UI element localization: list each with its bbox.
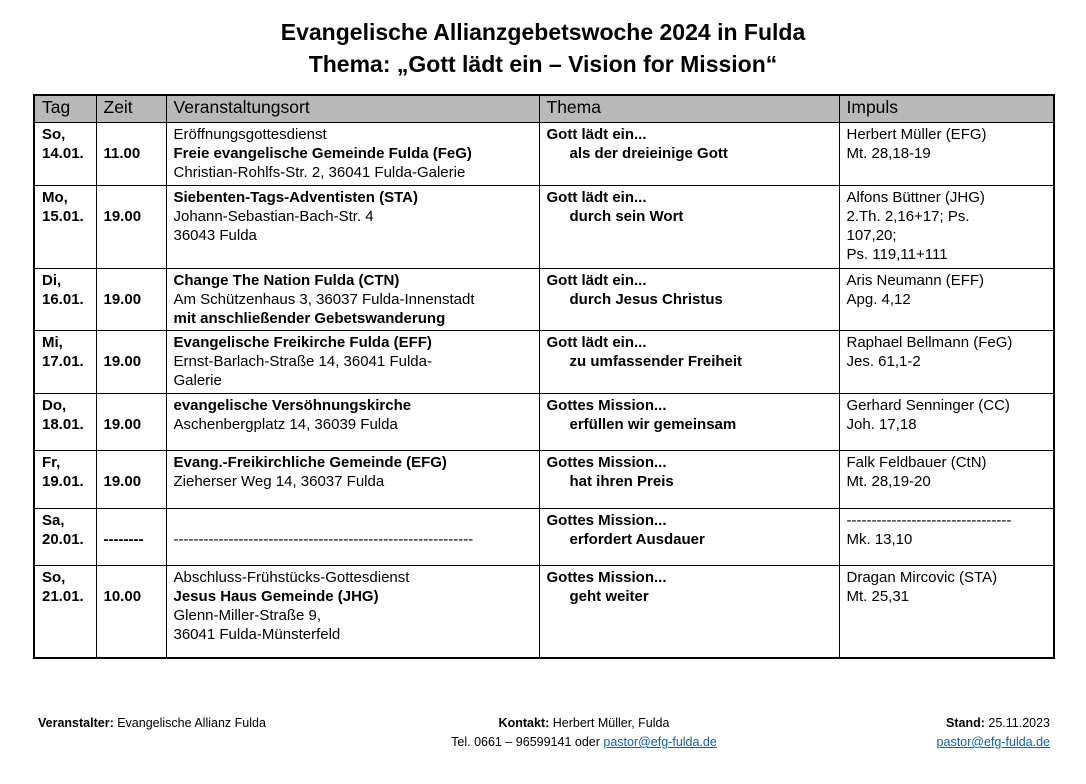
venue-cell	[166, 509, 539, 566]
impuls-cell	[839, 331, 1054, 394]
venue-line: Am Schützenhaus 3, 36037 Fulda-Innenstadt	[173, 291, 475, 308]
day-cell	[34, 451, 96, 509]
venue-line: Evang.-Freikirchliche Gemeinde (EFG)	[173, 454, 447, 471]
theme-cell	[539, 394, 839, 451]
venue-cell	[166, 331, 539, 394]
kontakt-line	[338, 714, 830, 733]
footer	[0, 714, 1086, 752]
time-value: 11.00	[103, 145, 141, 162]
day-cell	[34, 394, 96, 451]
theme-line2: als der dreieinige Gott	[569, 145, 728, 162]
impuls-cell	[839, 269, 1054, 331]
column-header-zeit: Zeit	[96, 95, 166, 123]
impuls-cell	[839, 123, 1054, 186]
time-cell	[96, 451, 166, 509]
day-date: 20.01.	[42, 531, 84, 548]
day-name: Do,	[42, 397, 67, 414]
venue-line: Evangelische Freikirche Fulda (EFF)	[173, 334, 432, 351]
impuls-line: Mt. 28,18-19	[846, 145, 931, 162]
header-row	[34, 95, 1054, 123]
venue-line: evangelische Versöhnungskirche	[173, 397, 412, 414]
venue-line: Christian-Rohlfs-Str. 2, 36041 Fulda-Galerie	[173, 164, 466, 181]
stand-line	[830, 714, 1050, 733]
impuls-line: 2.Th. 2,16+17; Ps.	[846, 208, 970, 225]
venue-cell	[166, 451, 539, 509]
schedule-table	[33, 94, 1055, 659]
venue-line: Johann-Sebastian-Bach-Str. 4	[173, 208, 374, 225]
day-cell	[34, 186, 96, 269]
day-date: 21.01.	[42, 588, 84, 605]
day-name: Fr,	[42, 454, 61, 471]
venue-line: Aschenbergplatz 14, 36039 Fulda	[173, 416, 398, 433]
theme-line2: zu umfassender Freiheit	[569, 353, 743, 370]
venue-line: Change The Nation Fulda (CTN)	[173, 272, 400, 289]
impuls-line: Mt. 25,31	[846, 588, 910, 605]
day-name: So,	[42, 569, 66, 586]
theme-cell	[539, 123, 839, 186]
day-name: So,	[42, 126, 66, 143]
tel-text: Tel. 0661 – 96599141 oder	[451, 735, 604, 749]
column-header-impuls: Impuls	[839, 95, 1054, 123]
footer-veranstalter	[38, 714, 338, 733]
theme-line1: Gott lädt ein...	[546, 189, 647, 206]
day-cell	[34, 509, 96, 566]
impuls-cell	[839, 451, 1054, 509]
footer-stand	[830, 714, 1050, 752]
time-cell	[96, 123, 166, 186]
venue-line: Galerie	[173, 372, 222, 389]
theme-line1: Gott lädt ein...	[546, 272, 647, 289]
kontakt-email-link[interactable]: pastor@efg-fulda.de	[603, 735, 717, 749]
theme-line2: erfordert Ausdauer	[569, 531, 705, 548]
impuls-line: Mt. 28,19-20	[846, 473, 931, 490]
title-line2: Thema: „Gott lädt ein – Vision for Mission“	[308, 51, 778, 77]
stand-email-link[interactable]: pastor@efg-fulda.de	[936, 735, 1050, 749]
footer-kontakt	[338, 714, 830, 752]
day-cell	[34, 123, 96, 186]
impuls-line: Apg. 4,12	[846, 291, 911, 308]
venue-line: Eröffnungsgottesdienst	[173, 126, 327, 143]
stand-value: 25.11.2023	[984, 716, 1050, 730]
venue-line: Abschluss-Frühstücks-Gottesdienst	[173, 569, 410, 586]
column-header-veranstaltungsort: Veranstaltungsort	[166, 95, 539, 123]
table-row	[34, 123, 1054, 186]
venue-cell	[166, 123, 539, 186]
impuls-line: ---------------------------------	[846, 512, 1012, 529]
day-name: Sa,	[42, 512, 65, 529]
day-cell	[34, 269, 96, 331]
day-name: Di,	[42, 272, 62, 289]
venue-line: mit anschließender Gebetswanderung	[173, 310, 446, 327]
theme-cell	[539, 186, 839, 269]
venue-line: Glenn-Miller-Straße 9,	[173, 607, 322, 624]
time-cell	[96, 186, 166, 269]
theme-line1: Gottes Mission...	[546, 512, 667, 529]
veranstalter-value: Evangelische Allianz Fulda	[113, 716, 266, 730]
table-row	[34, 331, 1054, 394]
table-row	[34, 566, 1054, 658]
page-title	[0, 16, 1086, 80]
kontakt-label: Kontakt:	[498, 716, 550, 730]
theme-cell	[539, 269, 839, 331]
title-line1: Evangelische Allianzgebetswoche 2024 in Fulda	[280, 19, 806, 45]
kontakt-tel-line	[338, 733, 830, 752]
day-date: 16.01.	[42, 291, 84, 308]
venue-line: Ernst-Barlach-Straße 14, 36041 Fulda-	[173, 353, 432, 370]
theme-cell	[539, 331, 839, 394]
impuls-line: Joh. 17,18	[846, 416, 917, 433]
venue-cell	[166, 186, 539, 269]
venue-line: Zieherser Weg 14, 36037 Fulda	[173, 473, 385, 490]
impuls-cell	[839, 186, 1054, 269]
table-row	[34, 269, 1054, 331]
time-value: --------	[103, 531, 144, 548]
theme-cell	[539, 509, 839, 566]
table-row	[34, 509, 1054, 566]
time-cell	[96, 269, 166, 331]
time-value: 19.00	[103, 416, 142, 433]
impuls-line: Mk. 13,10	[846, 531, 913, 548]
theme-cell	[539, 566, 839, 658]
day-cell	[34, 566, 96, 658]
impuls-line: Alfons Büttner (JHG)	[846, 189, 985, 206]
veranstalter-label: Veranstalter:	[38, 716, 114, 730]
time-value: 10.00	[103, 588, 142, 605]
theme-line2: hat ihren Preis	[569, 473, 674, 490]
venue-line: Siebenten-Tags-Adventisten (STA)	[173, 189, 418, 206]
theme-line2: erfüllen wir gemeinsam	[569, 416, 737, 433]
time-value: 19.00	[103, 353, 142, 370]
impuls-line: Herbert Müller (EFG)	[846, 126, 987, 143]
stand-label: Stand:	[946, 716, 985, 730]
day-cell	[34, 331, 96, 394]
time-cell	[96, 566, 166, 658]
theme-line1: Gottes Mission...	[546, 569, 667, 586]
time-cell	[96, 509, 166, 566]
kontakt-value: Herbert Müller, Fulda	[549, 716, 670, 730]
impuls-cell	[839, 566, 1054, 658]
time-cell	[96, 394, 166, 451]
impuls-line: Aris Neumann (EFF)	[846, 272, 985, 289]
day-name: Mo,	[42, 189, 68, 206]
venue-line: 36043 Fulda	[173, 227, 257, 244]
impuls-line: 107,20;	[846, 227, 897, 244]
table-row	[34, 394, 1054, 451]
venue-line: 36041 Fulda-Münsterfeld	[173, 626, 341, 643]
theme-line1: Gottes Mission...	[546, 397, 667, 414]
day-date: 19.01.	[42, 473, 84, 490]
theme-line2: geht weiter	[569, 588, 649, 605]
impuls-line: Falk Feldbauer (CtN)	[846, 454, 987, 471]
day-date: 14.01.	[42, 145, 84, 162]
stand-email-line	[830, 733, 1050, 752]
time-value: 19.00	[103, 473, 142, 490]
theme-line2: durch Jesus Christus	[569, 291, 723, 308]
venue-line	[174, 511, 532, 530]
theme-line1: Gottes Mission...	[546, 454, 667, 471]
theme-line1: Gott lädt ein...	[546, 126, 647, 143]
day-date: 15.01.	[42, 208, 84, 225]
impuls-line: Ps. 119,11+111	[846, 246, 948, 263]
theme-cell	[539, 451, 839, 509]
day-date: 18.01.	[42, 416, 84, 433]
table-row	[34, 186, 1054, 269]
column-header-tag: Tag	[34, 95, 96, 123]
venue-cell	[166, 566, 539, 658]
table-row	[34, 451, 1054, 509]
theme-line2: durch sein Wort	[569, 208, 684, 225]
impuls-cell	[839, 394, 1054, 451]
impuls-cell	[839, 509, 1054, 566]
venue-cell	[166, 269, 539, 331]
impuls-line: Jes. 61,1-2	[846, 353, 921, 370]
time-cell	[96, 331, 166, 394]
column-header-thema: Thema	[539, 95, 839, 123]
impuls-line: Raphael Bellmann (FeG)	[846, 334, 1013, 351]
venue-line: Jesus Haus Gemeinde (JHG)	[173, 588, 379, 605]
venue-cell	[166, 394, 539, 451]
venue-line: Freie evangelische Gemeinde Fulda (FeG)	[173, 145, 472, 162]
impuls-line: Dragan Mircovic (STA)	[846, 569, 998, 586]
time-value: 19.00	[103, 208, 142, 225]
day-date: 17.01.	[42, 353, 84, 370]
impuls-line: Gerhard Senninger (CC)	[846, 397, 1010, 414]
day-name: Mi,	[42, 334, 63, 351]
schedule-rows	[34, 123, 1054, 658]
theme-line1: Gott lädt ein...	[546, 334, 647, 351]
time-value: 19.00	[103, 291, 142, 308]
venue-line: ------------------------------------------------------------	[173, 531, 474, 548]
